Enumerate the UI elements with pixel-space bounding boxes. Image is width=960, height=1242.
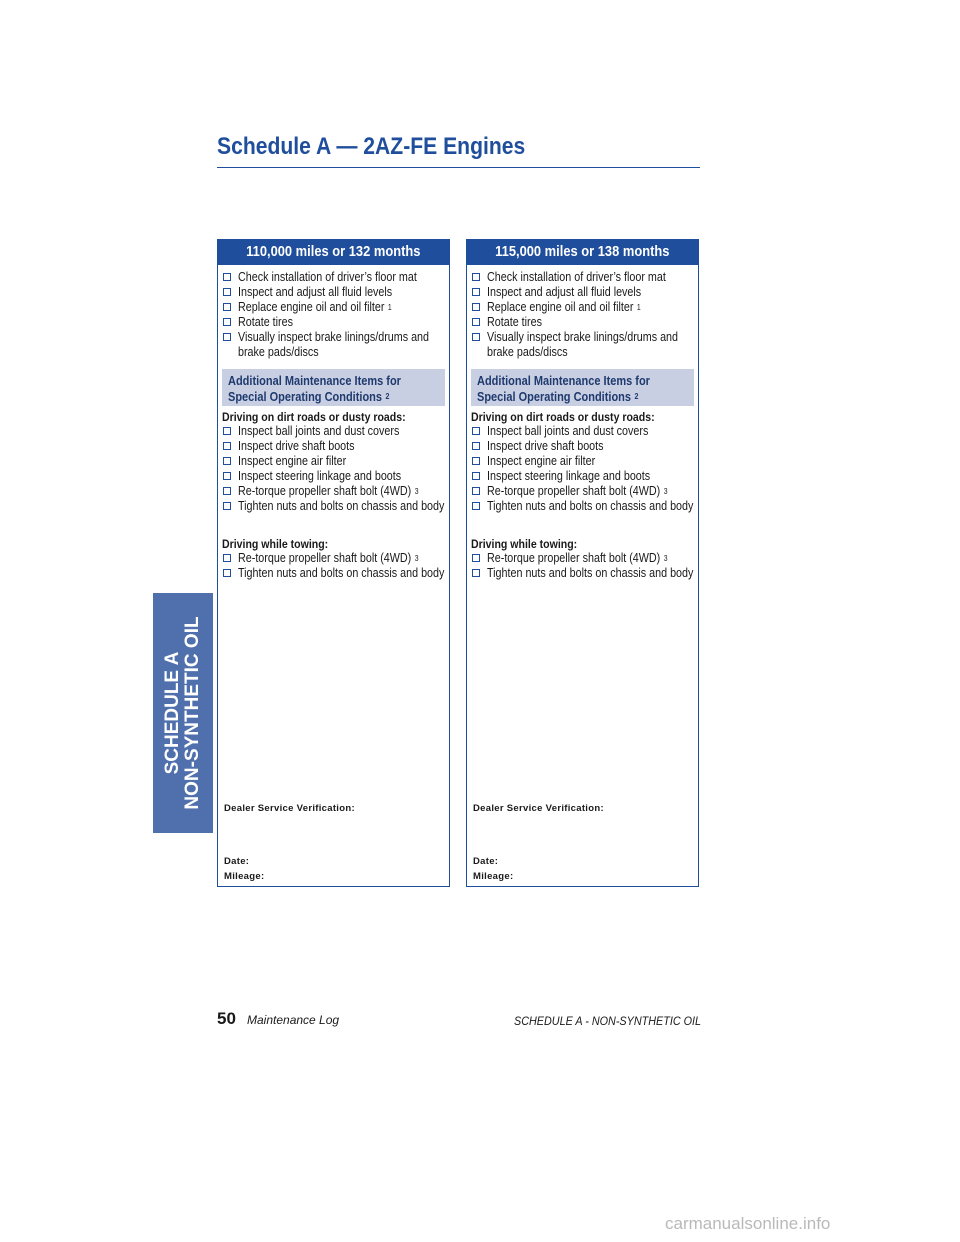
checklist-item bbox=[471, 499, 697, 514]
checkbox[interactable] bbox=[223, 318, 231, 326]
footer-section-label: Maintenance Log bbox=[247, 1013, 340, 1027]
checkbox[interactable] bbox=[472, 303, 480, 311]
dirt-roads-heading: Driving on dirt roads or dusty roads: bbox=[471, 410, 655, 424]
maintenance-column bbox=[466, 239, 699, 887]
additional-items-box bbox=[222, 369, 445, 406]
checklist-item bbox=[471, 330, 697, 360]
checklist-item bbox=[222, 469, 448, 484]
checkbox[interactable] bbox=[472, 333, 480, 341]
checklist-item bbox=[471, 566, 697, 581]
checklist-item-text: Rotate tires bbox=[487, 315, 542, 329]
checklist-item bbox=[222, 424, 448, 439]
checkbox[interactable] bbox=[472, 442, 480, 450]
checklist-item-text: Re-torque propeller shaft bolt (4WD) bbox=[238, 551, 412, 565]
checklist-item bbox=[471, 454, 697, 469]
checkbox[interactable] bbox=[223, 333, 231, 341]
checkbox[interactable] bbox=[472, 457, 480, 465]
checklist-item bbox=[222, 439, 448, 454]
checkbox[interactable] bbox=[223, 502, 231, 510]
date-label: Date: bbox=[224, 856, 250, 867]
footnote-marker: 3 bbox=[663, 487, 668, 496]
page-title: Schedule A — 2AZ-FE Engines bbox=[217, 133, 526, 160]
checklist-item-text: Tighten nuts and bolts on chassis and body bbox=[487, 499, 694, 513]
checklist-item bbox=[222, 484, 448, 499]
footnote-marker: 1 bbox=[387, 303, 392, 312]
standard-items-list bbox=[471, 270, 697, 360]
standard-items-list bbox=[222, 270, 448, 360]
additional-items-title-1: Additional Maintenance Items for bbox=[477, 374, 650, 388]
dirt-roads-section bbox=[222, 410, 448, 514]
side-tab-line-2: NON-SYNTHETIC OIL bbox=[182, 616, 203, 810]
checkbox[interactable] bbox=[223, 569, 231, 577]
checklist-item bbox=[222, 285, 448, 300]
title-divider bbox=[217, 167, 700, 168]
checklist-item-text: Inspect steering linkage and boots bbox=[238, 469, 402, 483]
checkbox[interactable] bbox=[472, 569, 480, 577]
checklist-item bbox=[222, 270, 448, 285]
checklist-item-text: Check installation of driver’s floor mat bbox=[238, 270, 417, 284]
checklist-item bbox=[471, 469, 697, 484]
checklist-item-text: Tighten nuts and bolts on chassis and body bbox=[238, 499, 445, 513]
footer-running-title: SCHEDULE A - NON-SYNTHETIC OIL bbox=[514, 1014, 702, 1028]
checkbox[interactable] bbox=[223, 442, 231, 450]
checklist-item-text: Inspect drive shaft boots bbox=[238, 439, 355, 453]
additional-items-box bbox=[471, 369, 694, 406]
additional-items-title-2: Special Operating Conditions bbox=[477, 390, 632, 404]
checkbox[interactable] bbox=[472, 273, 480, 281]
checklist-item-text: Visually inspect brake linings/drums and brake pads/discs bbox=[487, 330, 679, 359]
checklist-item bbox=[222, 499, 448, 514]
checklist-item-text: Replace engine oil and oil filter bbox=[238, 300, 385, 314]
checkbox[interactable] bbox=[223, 487, 231, 495]
checklist-item bbox=[222, 330, 448, 360]
checkbox[interactable] bbox=[223, 288, 231, 296]
checklist-item bbox=[471, 300, 697, 315]
checklist-item-text: Inspect engine air filter bbox=[238, 454, 347, 468]
side-tab-line-1: SCHEDULE A bbox=[162, 651, 183, 775]
date-label: Date: bbox=[473, 856, 499, 867]
checkbox[interactable] bbox=[472, 288, 480, 296]
watermark: carmanualsonline.info bbox=[665, 1214, 831, 1233]
checklist-item bbox=[222, 566, 448, 581]
checkbox[interactable] bbox=[223, 457, 231, 465]
footnote-marker: 2 bbox=[385, 392, 390, 401]
checkbox[interactable] bbox=[472, 318, 480, 326]
column-heading-text: 110,000 miles or 132 months bbox=[246, 243, 421, 260]
dirt-roads-section bbox=[471, 410, 697, 514]
towing-section bbox=[471, 537, 697, 581]
checkbox[interactable] bbox=[472, 427, 480, 435]
checklist-item bbox=[222, 300, 448, 315]
checklist-item bbox=[471, 484, 697, 499]
checklist-item-text: Re-torque propeller shaft bolt (4WD) bbox=[487, 484, 661, 498]
checklist-item-text: Re-torque propeller shaft bolt (4WD) bbox=[487, 551, 661, 565]
column-heading bbox=[466, 239, 699, 265]
mileage-label: Mileage: bbox=[224, 871, 265, 882]
towing-section bbox=[222, 537, 448, 581]
checklist-item-text: Inspect and adjust all fluid levels bbox=[487, 285, 642, 299]
checkbox[interactable] bbox=[223, 472, 231, 480]
checklist-item bbox=[222, 315, 448, 330]
checklist-item bbox=[471, 439, 697, 454]
checklist-item-text: Tighten nuts and bolts on chassis and body bbox=[238, 566, 445, 580]
dealer-verification-label: Dealer Service Verification: bbox=[473, 803, 604, 814]
checklist-item-text: Visually inspect brake linings/drums and brake pads/discs bbox=[238, 330, 430, 359]
checklist-item-text: Inspect ball joints and dust covers bbox=[487, 424, 649, 438]
towing-heading: Driving while towing: bbox=[222, 537, 329, 551]
checklist-item bbox=[471, 270, 697, 285]
checklist-item bbox=[471, 285, 697, 300]
footnote-marker: 1 bbox=[636, 303, 641, 312]
additional-items-title-1: Additional Maintenance Items for bbox=[228, 374, 401, 388]
column-heading bbox=[217, 239, 450, 265]
maintenance-column bbox=[217, 239, 450, 887]
checklist-item bbox=[222, 551, 448, 566]
footnote-marker: 2 bbox=[634, 392, 639, 401]
checklist-item-text: Tighten nuts and bolts on chassis and body bbox=[487, 566, 694, 580]
checklist-item-text: Inspect and adjust all fluid levels bbox=[238, 285, 393, 299]
checklist-item-text: Inspect drive shaft boots bbox=[487, 439, 604, 453]
page-number: 50 bbox=[217, 1009, 236, 1028]
towing-heading: Driving while towing: bbox=[471, 537, 578, 551]
checkbox[interactable] bbox=[472, 472, 480, 480]
additional-items-title-2: Special Operating Conditions bbox=[228, 390, 383, 404]
checkbox[interactable] bbox=[472, 554, 480, 562]
checklist-item bbox=[471, 551, 697, 566]
footnote-marker: 3 bbox=[414, 554, 419, 563]
checklist-item-text: Inspect engine air filter bbox=[487, 454, 596, 468]
footnote-marker: 3 bbox=[663, 554, 668, 563]
checklist-item-text: Inspect steering linkage and boots bbox=[487, 469, 651, 483]
checklist-item-text: Replace engine oil and oil filter bbox=[487, 300, 634, 314]
checklist-item-text: Check installation of driver’s floor mat bbox=[487, 270, 666, 284]
checklist-item-text: Rotate tires bbox=[238, 315, 293, 329]
checklist-item-text: Re-torque propeller shaft bolt (4WD) bbox=[238, 484, 412, 498]
checkbox[interactable] bbox=[472, 502, 480, 510]
checkbox[interactable] bbox=[223, 273, 231, 281]
checklist-item bbox=[222, 454, 448, 469]
dirt-roads-heading: Driving on dirt roads or dusty roads: bbox=[222, 410, 406, 424]
dealer-verification-label: Dealer Service Verification: bbox=[224, 803, 355, 814]
checkbox[interactable] bbox=[223, 427, 231, 435]
checkbox[interactable] bbox=[223, 303, 231, 311]
checklist-item bbox=[471, 424, 697, 439]
checklist-item-text: Inspect ball joints and dust covers bbox=[238, 424, 400, 438]
mileage-label: Mileage: bbox=[473, 871, 514, 882]
column-heading-text: 115,000 miles or 138 months bbox=[495, 243, 670, 260]
checkbox[interactable] bbox=[223, 554, 231, 562]
checklist-item bbox=[471, 315, 697, 330]
checkbox[interactable] bbox=[472, 487, 480, 495]
footnote-marker: 3 bbox=[414, 487, 419, 496]
side-tab-label bbox=[163, 616, 203, 809]
